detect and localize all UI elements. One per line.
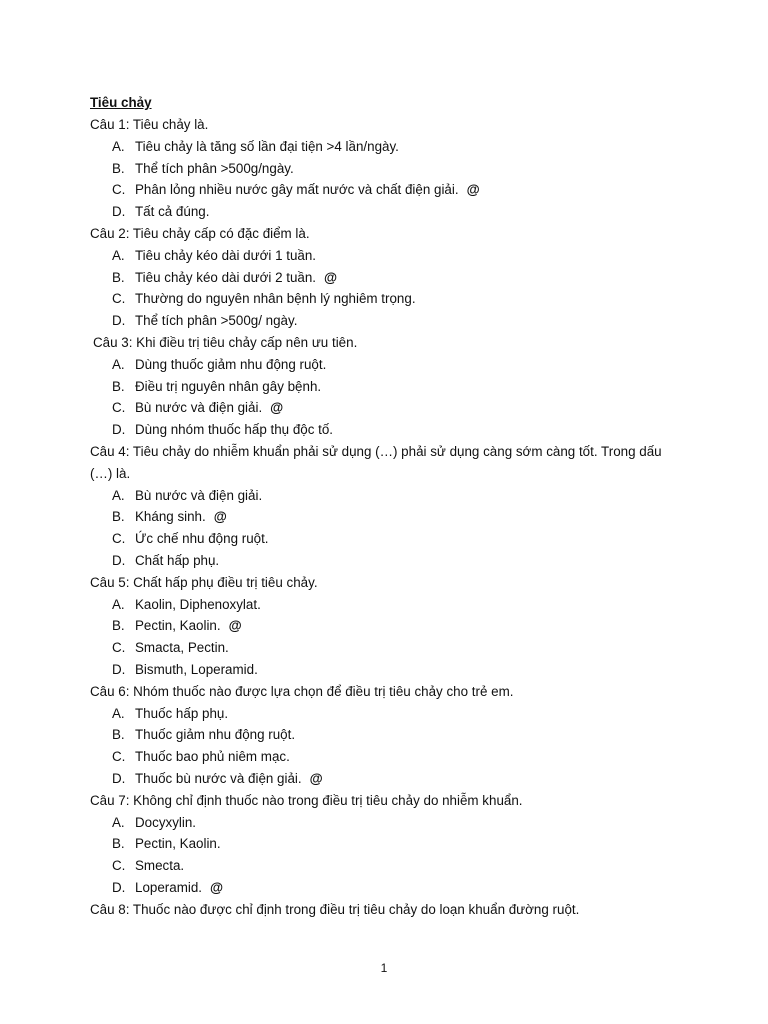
option-item xyxy=(90,877,675,899)
correct-answer-mark: @ xyxy=(270,400,284,416)
option-item xyxy=(90,179,675,201)
option-text: Thuốc giảm nhu động ruột. xyxy=(135,727,296,743)
question-text: Câu 1: Tiêu chảy là. xyxy=(90,117,209,132)
option-letter: D. xyxy=(112,770,126,786)
option-list xyxy=(90,354,675,441)
option-text: Tiêu chảy là tăng số lần đại tiện >4 lần/ngày. xyxy=(135,138,399,154)
option-text-wrap xyxy=(135,310,297,332)
option-letter: C. xyxy=(112,400,126,416)
option-text-wrap xyxy=(135,201,209,223)
option-text: Loperamid. xyxy=(135,879,202,895)
option-text-wrap xyxy=(135,267,337,289)
option-letter: D. xyxy=(112,313,126,329)
option-item xyxy=(90,201,675,223)
option-text: Smacta, Pectin. xyxy=(135,640,229,656)
option-letter: A. xyxy=(112,705,125,721)
option-item xyxy=(90,594,675,616)
correct-answer-mark: @ xyxy=(466,182,480,198)
option-item xyxy=(90,310,675,332)
option-item xyxy=(90,746,675,768)
option-item xyxy=(90,245,675,267)
option-text-wrap xyxy=(135,812,196,834)
option-item xyxy=(90,724,675,746)
option-list xyxy=(90,594,675,681)
option-letter: A. xyxy=(112,138,125,154)
option-text: Docyxylin. xyxy=(135,814,197,830)
option-list xyxy=(90,485,675,572)
option-item xyxy=(90,812,675,834)
option-text: Chất hấp phụ. xyxy=(135,552,220,568)
option-text: Kaolin, Diphenoxylat. xyxy=(135,596,261,612)
option-text: Thuốc bù nước và điện giải. xyxy=(135,770,302,786)
correct-answer-mark: @ xyxy=(324,269,338,285)
option-list xyxy=(90,245,675,332)
option-item xyxy=(90,528,675,550)
option-text: Tất cả đúng. xyxy=(135,204,210,220)
option-letter: B. xyxy=(112,836,125,852)
option-item xyxy=(90,855,675,877)
option-letter: B. xyxy=(112,160,125,176)
option-text: Ức chế nhu động ruột. xyxy=(135,531,269,547)
option-letter: C. xyxy=(112,858,126,874)
correct-answer-mark: @ xyxy=(228,618,242,634)
option-text-wrap xyxy=(135,855,184,877)
question-text: Câu 4: Tiêu chảy do nhiễm khuẩn phải sử dụng (…) phải sử dụng càng sớm càng tốt. Trong dấu (…) là. xyxy=(90,443,662,481)
option-text-wrap xyxy=(135,594,261,616)
option-list xyxy=(90,812,675,899)
option-text-wrap xyxy=(135,376,321,398)
option-text: Smecta. xyxy=(135,858,185,874)
question-text: Câu 6: Nhóm thuốc nào được lựa chọn để điều trị tiêu chảy cho trẻ em. xyxy=(90,683,514,699)
option-letter: C. xyxy=(112,749,126,765)
option-letter: C. xyxy=(112,291,126,307)
option-letter: A. xyxy=(112,596,125,612)
option-letter: D. xyxy=(112,552,126,568)
option-item xyxy=(90,397,675,419)
option-item xyxy=(90,288,675,310)
option-text-wrap xyxy=(135,528,269,550)
page-number: 1 xyxy=(380,961,388,975)
correct-answer-mark: @ xyxy=(210,879,224,895)
option-item xyxy=(90,376,675,398)
option-text: Thường do nguyên nhân bệnh lý nghiêm trọng. xyxy=(135,291,416,307)
option-text-wrap xyxy=(135,877,223,899)
option-text-wrap xyxy=(135,615,242,637)
option-text-wrap xyxy=(135,746,290,768)
option-letter: B. xyxy=(112,378,125,394)
option-text: Tiêu chảy kéo dài dưới 2 tuần. xyxy=(135,269,317,285)
option-list xyxy=(90,136,675,223)
option-text-wrap xyxy=(135,288,416,310)
option-text: Điều trị nguyên nhân gây bệnh. xyxy=(135,378,322,394)
option-text-wrap xyxy=(135,659,258,681)
option-text: Tiêu chảy kéo dài dưới 1 tuần. xyxy=(135,247,317,263)
option-text-wrap xyxy=(135,354,326,376)
option-letter: D. xyxy=(112,879,126,895)
correct-answer-mark: @ xyxy=(213,509,227,525)
option-text: Kháng sinh. xyxy=(135,509,206,525)
question-text: Câu 2: Tiêu chảy cấp có đặc điểm là. xyxy=(90,225,310,241)
question-7 xyxy=(90,790,675,899)
option-text-wrap xyxy=(135,136,399,158)
option-item xyxy=(90,659,675,681)
question-1 xyxy=(90,114,675,223)
option-text-wrap xyxy=(135,550,219,572)
option-text: Dùng thuốc giảm nhu động ruột. xyxy=(135,356,327,372)
option-text: Pectin, Kaolin. xyxy=(135,618,221,634)
option-text: Dùng nhóm thuốc hấp thụ độc tố. xyxy=(135,422,334,438)
option-letter: B. xyxy=(112,727,125,743)
option-text-wrap xyxy=(135,703,228,725)
option-text-wrap xyxy=(135,768,323,790)
option-letter: C. xyxy=(112,182,126,198)
document-title: Tiêu chảy xyxy=(90,95,152,110)
option-text: Phân lỏng nhiều nước gây mất nước và chất điện giải. xyxy=(135,182,459,198)
option-list xyxy=(90,703,675,790)
option-text: Thể tích phân >500g/ngày. xyxy=(135,160,294,176)
question-text: Câu 7: Không chỉ định thuốc nào trong điều trị tiêu chảy do nhiễm khuẩn. xyxy=(90,792,523,808)
option-item xyxy=(90,550,675,572)
option-text-wrap xyxy=(135,419,333,441)
option-item xyxy=(90,833,675,855)
option-text-wrap xyxy=(135,724,295,746)
option-text-wrap xyxy=(135,637,229,659)
option-letter: D. xyxy=(112,661,126,677)
option-item xyxy=(90,768,675,790)
option-letter: B. xyxy=(112,269,125,285)
option-item xyxy=(90,703,675,725)
option-letter: A. xyxy=(112,356,125,372)
option-letter: D. xyxy=(112,204,126,220)
question-text: Câu 3: Khi điều trị tiêu chảy cấp nên ưu tiên. xyxy=(93,334,358,350)
option-letter: D. xyxy=(112,422,126,438)
option-letter: B. xyxy=(112,618,125,634)
option-item xyxy=(90,267,675,289)
option-letter: B. xyxy=(112,509,125,525)
option-text-wrap xyxy=(135,179,480,201)
option-letter: A. xyxy=(112,247,125,263)
question-2 xyxy=(90,223,675,332)
option-item xyxy=(90,136,675,158)
question-text: Câu 8: Thuốc nào được chỉ định trong điều trị tiêu chảy do loạn khuẩn đường ruột. xyxy=(90,901,580,917)
option-letter: C. xyxy=(112,531,126,547)
option-letter: A. xyxy=(112,487,125,503)
question-5 xyxy=(90,572,675,681)
option-text-wrap xyxy=(135,506,227,528)
option-text-wrap xyxy=(135,397,283,419)
option-text: Bù nước và điện giải. xyxy=(135,400,263,416)
option-item xyxy=(90,637,675,659)
option-text: Pectin, Kaolin. xyxy=(135,836,221,852)
document-content xyxy=(90,92,675,920)
option-item xyxy=(90,485,675,507)
option-text-wrap xyxy=(135,485,262,507)
option-text: Bismuth, Loperamid. xyxy=(135,661,258,677)
option-item xyxy=(90,158,675,180)
question-3 xyxy=(90,332,675,441)
question-4 xyxy=(90,441,675,572)
option-text-wrap xyxy=(135,158,294,180)
option-letter: C. xyxy=(112,640,126,656)
option-letter: A. xyxy=(112,814,125,830)
option-text: Thuốc hấp phụ. xyxy=(135,705,229,721)
option-text-wrap xyxy=(135,833,221,855)
option-text: Bù nước và điện giải. xyxy=(135,487,263,503)
option-text: Thuốc bao phủ niêm mạc. xyxy=(135,749,290,765)
question-list xyxy=(90,114,675,920)
question-text: Câu 5: Chất hấp phụ điều trị tiêu chảy. xyxy=(90,574,318,590)
option-item xyxy=(90,354,675,376)
option-item xyxy=(90,615,675,637)
option-text-wrap xyxy=(135,245,316,267)
option-item xyxy=(90,419,675,441)
option-text: Thể tích phân >500g/ ngày. xyxy=(135,313,298,329)
option-item xyxy=(90,506,675,528)
correct-answer-mark: @ xyxy=(309,770,323,786)
question-6 xyxy=(90,681,675,790)
question-8 xyxy=(90,899,675,921)
